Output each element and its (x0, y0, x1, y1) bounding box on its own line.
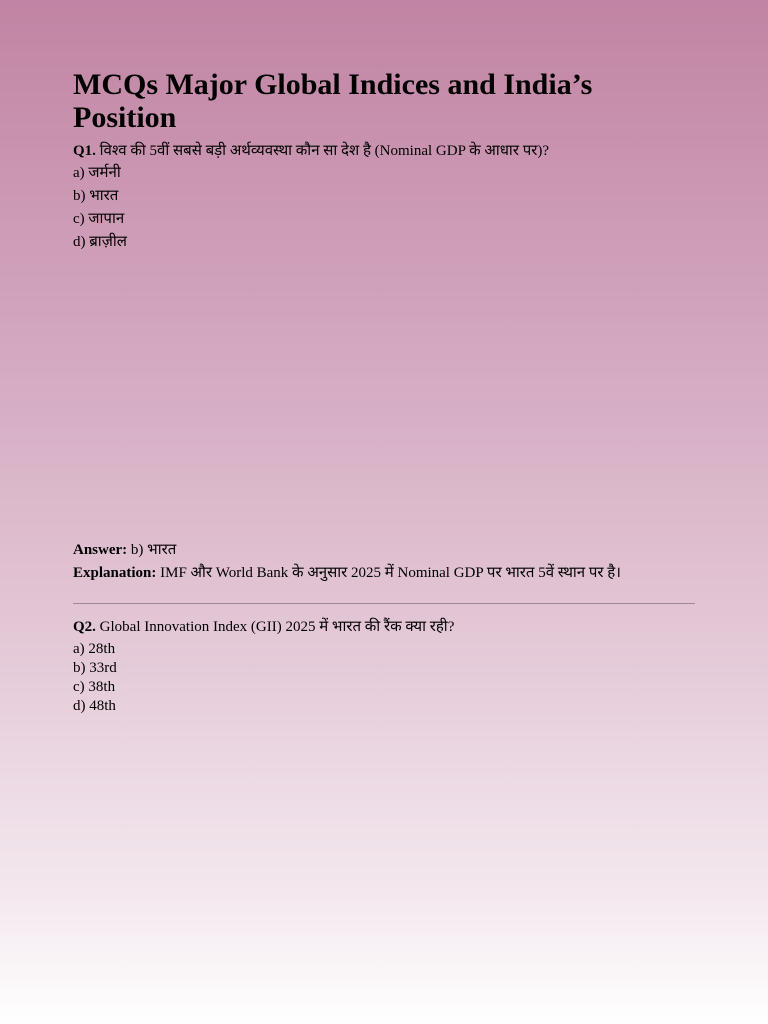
question-2-text: Global Innovation Index (GII) 2025 में भारत की रैंक क्या रही? (99, 619, 455, 635)
question-2-option-c: c) 38th (73, 679, 116, 695)
question-1-option-c: c) जापान (73, 211, 125, 227)
question-1-options (73, 162, 695, 254)
question-1-explanation (73, 562, 695, 585)
explanation-text: IMF और World Bank के अनुसार 2025 में Nominal GDP पर भारत 5वें स्थान पर है। (160, 565, 621, 581)
question-1 (73, 142, 695, 585)
blank-space (73, 254, 695, 539)
question-1-text: विश्व की 5वीं सबसे बड़ी अर्थव्यवस्था कौन सा देश है (Nominal GDP के आधार पर)? (99, 143, 550, 159)
document-page (73, 68, 695, 716)
question-1-option-b: b) भारत (73, 188, 119, 204)
page-title: MCQs Major Global Indices and India’s Position (73, 68, 593, 134)
question-2-option-a: a) 28th (73, 641, 116, 657)
question-1-number: Q1. (73, 143, 96, 159)
question-1-option-d: d) ब्राज़ील (73, 234, 127, 250)
question-1-answer (73, 539, 695, 562)
question-1-option-a: a) जर्मनी (73, 165, 121, 181)
question-2-option-b: b) 33rd (73, 660, 117, 676)
question-2 (73, 618, 695, 716)
question-2-option-d: d) 48th (73, 698, 116, 714)
question-2-text-line (73, 618, 695, 636)
answer-value: b) भारत (130, 542, 177, 558)
answer-label: Answer: (73, 542, 128, 558)
question-2-options (73, 640, 695, 716)
explanation-label: Explanation: (73, 565, 157, 581)
question-2-number: Q2. (73, 619, 96, 635)
question-1-text-line (73, 142, 695, 160)
section-divider (73, 603, 695, 604)
